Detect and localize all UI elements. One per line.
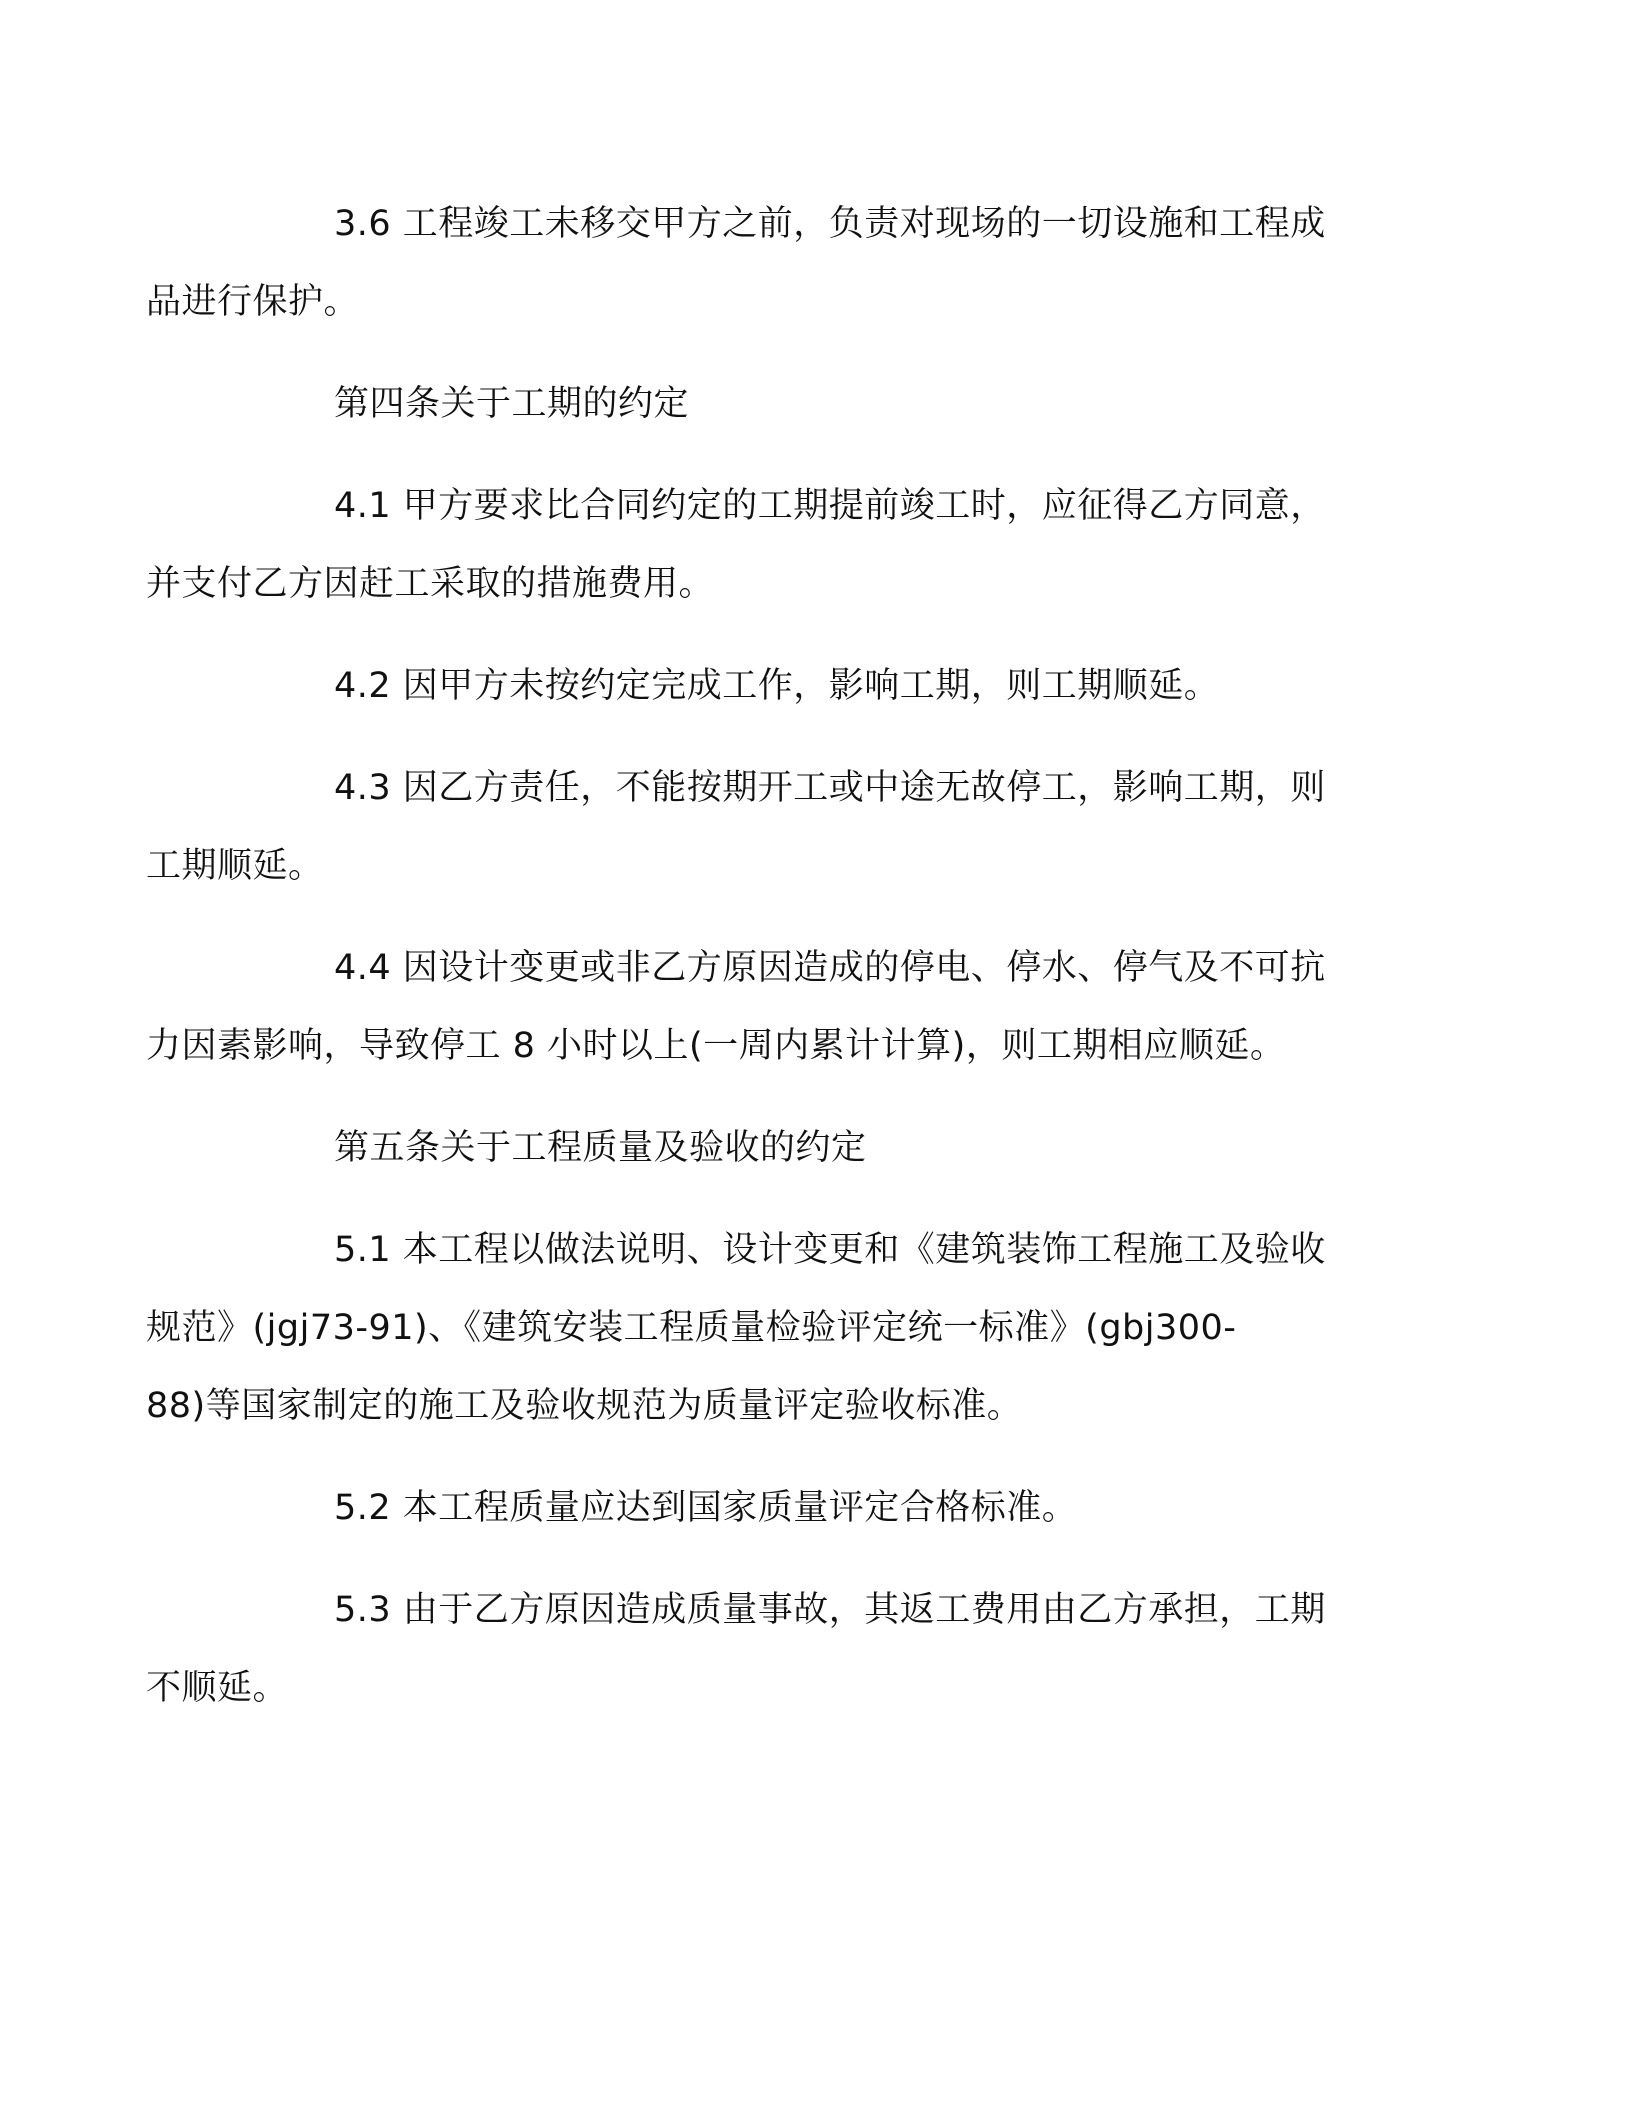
clause-line: 4.4 因设计变更或非乙方原因造成的停电、停水、停气及不可抗 [334,948,1326,988]
clause-4-3 [146,749,1420,905]
clause-line: 品进行保护。 [146,282,360,322]
clause-line: 4.2 因甲方未按约定完成工作，影响工期，则工期顺延。 [334,666,1220,706]
clause-line: 5.3 由于乙方原因造成质量事故，其返工费用由乙方承担，工期 [334,1590,1326,1630]
clause-line: 不顺延。 [146,1668,289,1708]
clause-3-6 [146,185,1420,341]
document-body [146,185,1420,1751]
clause-4-4 [146,929,1420,1085]
clause-line: 力因素影响，导致停工 8 小时以上(一周内累计计算)，则工期相应顺延。 [146,1026,1286,1066]
heading-line: 第五条关于工程质量及验收的约定 [334,1128,867,1168]
heading-line: 第四条关于工期的约定 [334,384,690,424]
clause-line: 88)等国家制定的施工及验收规范为质量评定验收标准。 [146,1386,1023,1426]
article-5-heading [240,1109,1420,1187]
clause-line: 4.1 甲方要求比合同约定的工期提前竣工时，应征得乙方同意， [334,486,1326,526]
clause-5-2 [240,1469,1420,1547]
clause-5-1 [146,1211,1420,1445]
clause-4-2 [240,647,1420,725]
clause-4-1 [146,467,1420,623]
clause-5-3 [146,1571,1420,1727]
clause-line: 5.1 本工程以做法说明、设计变更和《建筑装饰工程施工及验收 [334,1230,1326,1270]
article-4-heading [240,365,1420,443]
clause-line: 3.6 工程竣工未移交甲方之前，负责对现场的一切设施和工程成 [334,204,1326,244]
clause-line: 5.2 本工程质量应达到国家质量评定合格标准。 [334,1488,1078,1528]
clause-line: 4.3 因乙方责任，不能按期开工或中途无故停工，影响工期，则 [334,768,1326,808]
clause-line: 规范》(jgj73-91)、《建筑安装工程质量检验评定统一标准》(gbj300- [146,1308,1237,1348]
clause-line: 工期顺延。 [146,846,324,886]
clause-line: 并支付乙方因赶工采取的措施费用。 [146,564,715,604]
